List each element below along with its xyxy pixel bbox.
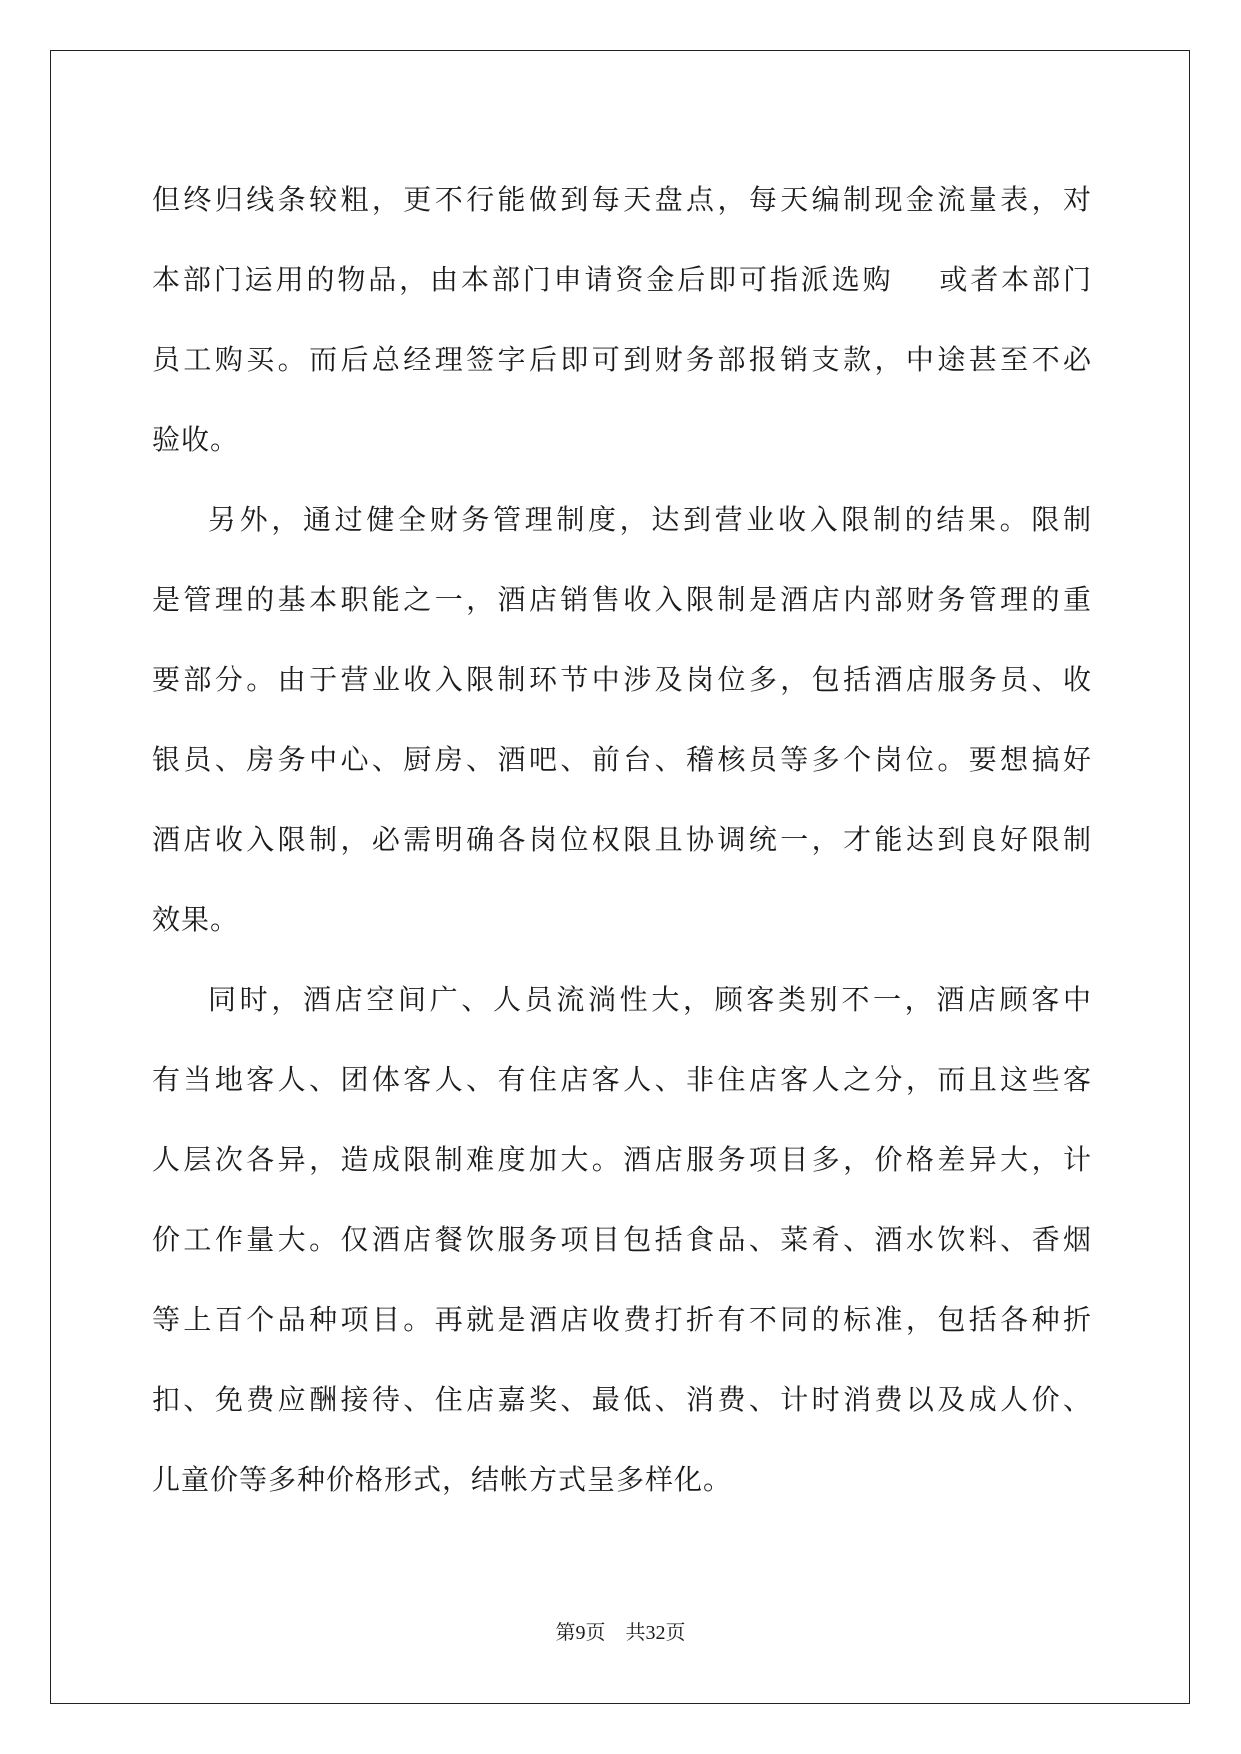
text-line: 银员、房务中心、厨房、酒吧、前台、稽核员等多个岗位。要想搞好	[152, 743, 1092, 776]
page-number: 9	[575, 1622, 586, 1644]
text-line: 有当地客人、团体客人、有住店客人、非住店客人之分，而且这些客	[152, 1063, 1092, 1096]
text-segment: 或者本部门	[937, 263, 1092, 296]
text-line: 等上百个品种项目。再就是酒店收费打折有不同的标准，包括各种折	[152, 1303, 1092, 1336]
text-line: 扣、免费应酬接待、住店嘉奖、最低、消费、计时消费以及成人价、	[152, 1383, 1092, 1416]
text-line: 效果。	[152, 903, 240, 936]
text-line: 人层次各异，造成限制难度加大。酒店服务项目多，价格差异大，计	[152, 1143, 1092, 1176]
text-line: 员工购买。而后总经理签字后即可到财务部报销支款，中途甚至不必	[152, 343, 1092, 376]
text-line: 酒店收入限制，必需明确各岗位权限且协调统一，才能达到良好限制	[152, 823, 1092, 856]
total-pages: 32	[645, 1622, 666, 1644]
paragraph-3	[152, 960, 1092, 1520]
text-line: 另外，通过健全财务管理制度，达到营业收入限制的结果。限制	[208, 503, 1092, 536]
text-line: 要部分。由于营业收入限制环节中涉及岗位多，包括酒店服务员、收	[152, 663, 1092, 696]
page-prefix: 第	[555, 1620, 576, 1644]
text-line: 验收。	[152, 423, 240, 456]
text-line: 儿童价等多种价格形式，结帐方式呈多样化。	[152, 1463, 733, 1496]
total-prefix: 共	[625, 1620, 646, 1644]
text-line: 同时，酒店空间广、人员流淌性大，顾客类别不一，酒店顾客中	[208, 983, 1092, 1016]
text-line: 价工作量大。仅酒店餐饮服务项目包括食品、菜肴、酒水饮料、香烟	[152, 1223, 1092, 1256]
text-segment: 本部门运用的物品，由本部门申请资金后即可指派选购	[152, 263, 894, 296]
page-footer	[0, 1616, 1241, 1645]
paragraph-2	[152, 480, 1092, 960]
text-line	[152, 240, 1092, 320]
document-body	[152, 160, 1092, 1520]
paragraph-1	[152, 160, 1092, 480]
text-line: 是管理的基本职能之一，酒店销售收入限制是酒店内部财务管理的重	[152, 583, 1092, 616]
total-suffix: 页	[665, 1620, 686, 1644]
page-suffix: 页	[585, 1620, 606, 1644]
text-line: 但终归线条较粗，更不行能做到每天盘点，每天编制现金流量表，对	[152, 183, 1092, 216]
